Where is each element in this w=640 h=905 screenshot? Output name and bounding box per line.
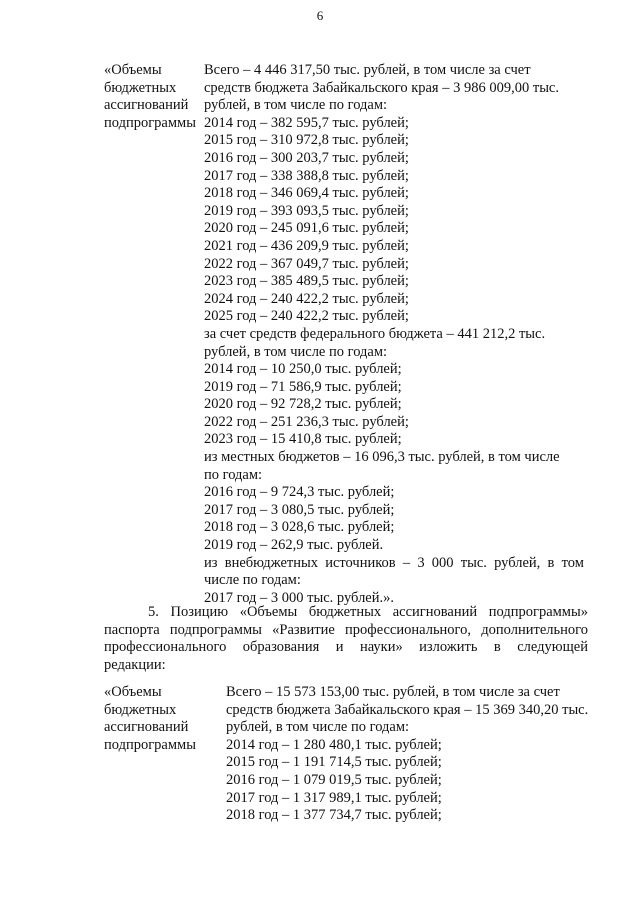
text-line: профессионального образования и науки» изложить в следующей <box>104 639 588 656</box>
text-line: 2017 год – 1 317 989,1 тыс. рублей; <box>226 789 442 806</box>
text-line: 2014 год – 1 280 480,1 тыс. рублей; <box>226 736 442 753</box>
text-line: 5. Позицию «Объемы бюджетных ассигнований подпрограммы» <box>148 604 588 620</box>
text-line: 2024 год – 240 422,2 тыс. рублей; <box>204 290 409 307</box>
text-line: 2019 год – 71 586,9 тыс. рублей; <box>204 378 402 395</box>
text-line: 2014 год – 10 250,0 тыс. рублей; <box>204 361 402 378</box>
text-line: за счет средств федерального бюджета – 441 212,2 тыс. <box>204 325 546 342</box>
text-line: 2025 год – 240 422,2 тыс. рублей; <box>204 308 409 325</box>
page-number: 6 <box>316 8 324 23</box>
label-line: подпрограммы <box>104 114 196 131</box>
text-line: средств бюджета Забайкальского края – 15 369 340,20 тыс. <box>226 701 589 718</box>
text-line: 2016 год – 9 724,3 тыс. рублей; <box>204 484 395 501</box>
text-line: числе по годам: <box>204 572 301 589</box>
text-line: 2016 год – 300 203,7 тыс. рублей; <box>204 149 409 166</box>
text-line: 2022 год – 251 236,3 тыс. рублей; <box>204 413 409 430</box>
text-line: 2015 год – 1 191 714,5 тыс. рублей; <box>226 754 442 771</box>
text-line: 2014 год – 382 595,7 тыс. рублей; <box>204 114 409 131</box>
text-line: 2018 год – 1 377 734,7 тыс. рублей; <box>226 807 442 824</box>
text-line: 2019 год – 393 093,5 тыс. рублей; <box>204 202 409 219</box>
text-line: 2017 год – 3 000 тыс. рублей.». <box>204 589 395 606</box>
text-line: 2020 год – 92 728,2 тыс. рублей; <box>204 396 402 413</box>
text-line: по годам: <box>204 466 263 483</box>
label-line: «Объемы <box>104 684 162 700</box>
text-line: паспорта подпрограммы «Развитие профессионального, дополнительного <box>104 621 588 638</box>
text-line: 2017 год – 338 388,8 тыс. рублей; <box>204 167 409 184</box>
text-line: 2015 год – 310 972,8 тыс. рублей; <box>204 132 409 149</box>
text-line: Всего – 4 446 317,50 тыс. рублей, в том числе за счет <box>204 62 531 78</box>
text-line: из внебюджетных источников – 3 000 тыс. рублей, в том <box>204 554 584 571</box>
text-line: рублей, в том числе по годам: <box>226 719 410 736</box>
label-line: ассигнований <box>104 719 189 736</box>
text-line: 2023 год – 15 410,8 тыс. рублей; <box>204 431 402 448</box>
block2-label <box>104 684 226 825</box>
text-line: 2021 год – 436 209,9 тыс. рублей; <box>204 237 409 254</box>
text-line: 2022 год – 367 049,7 тыс. рублей; <box>204 255 409 272</box>
text-line: из местных бюджетов – 16 096,3 тыс. рублей, в том числе <box>204 449 560 466</box>
label-line: бюджетных <box>104 79 177 96</box>
text-line: 2018 год – 3 028,6 тыс. рублей; <box>204 519 395 536</box>
text-line: рублей, в том числе по годам: <box>204 97 388 114</box>
block1-content <box>204 62 584 607</box>
text-line: редакции: <box>104 656 166 673</box>
label-line: подпрограммы <box>104 736 196 753</box>
text-line: рублей, в том числе по годам: <box>204 343 388 360</box>
text-line: Всего – 15 573 153,00 тыс. рублей, в том числе за счет <box>226 684 560 700</box>
block2-content <box>226 684 606 825</box>
text-line: 2023 год – 385 489,5 тыс. рублей; <box>204 273 409 290</box>
text-line: 2020 год – 245 091,6 тыс. рублей; <box>204 220 409 237</box>
text-line: 2019 год – 262,9 тыс. рублей. <box>204 537 384 554</box>
label-line: «Объемы <box>104 62 162 78</box>
text-line: средств бюджета Забайкальского края – 3 986 009,00 тыс. <box>204 79 559 96</box>
label-line: бюджетных <box>104 701 177 718</box>
block1-label <box>104 62 204 607</box>
paragraph-5 <box>104 604 588 674</box>
text-line: 2018 год – 346 069,4 тыс. рублей; <box>204 185 409 202</box>
text-line: 2017 год – 3 080,5 тыс. рублей; <box>204 501 395 518</box>
budget-block-2 <box>104 684 606 825</box>
label-line: ассигнований <box>104 97 189 114</box>
budget-block-1 <box>104 62 584 607</box>
text-line: 2016 год – 1 079 019,5 тыс. рублей; <box>226 771 442 788</box>
